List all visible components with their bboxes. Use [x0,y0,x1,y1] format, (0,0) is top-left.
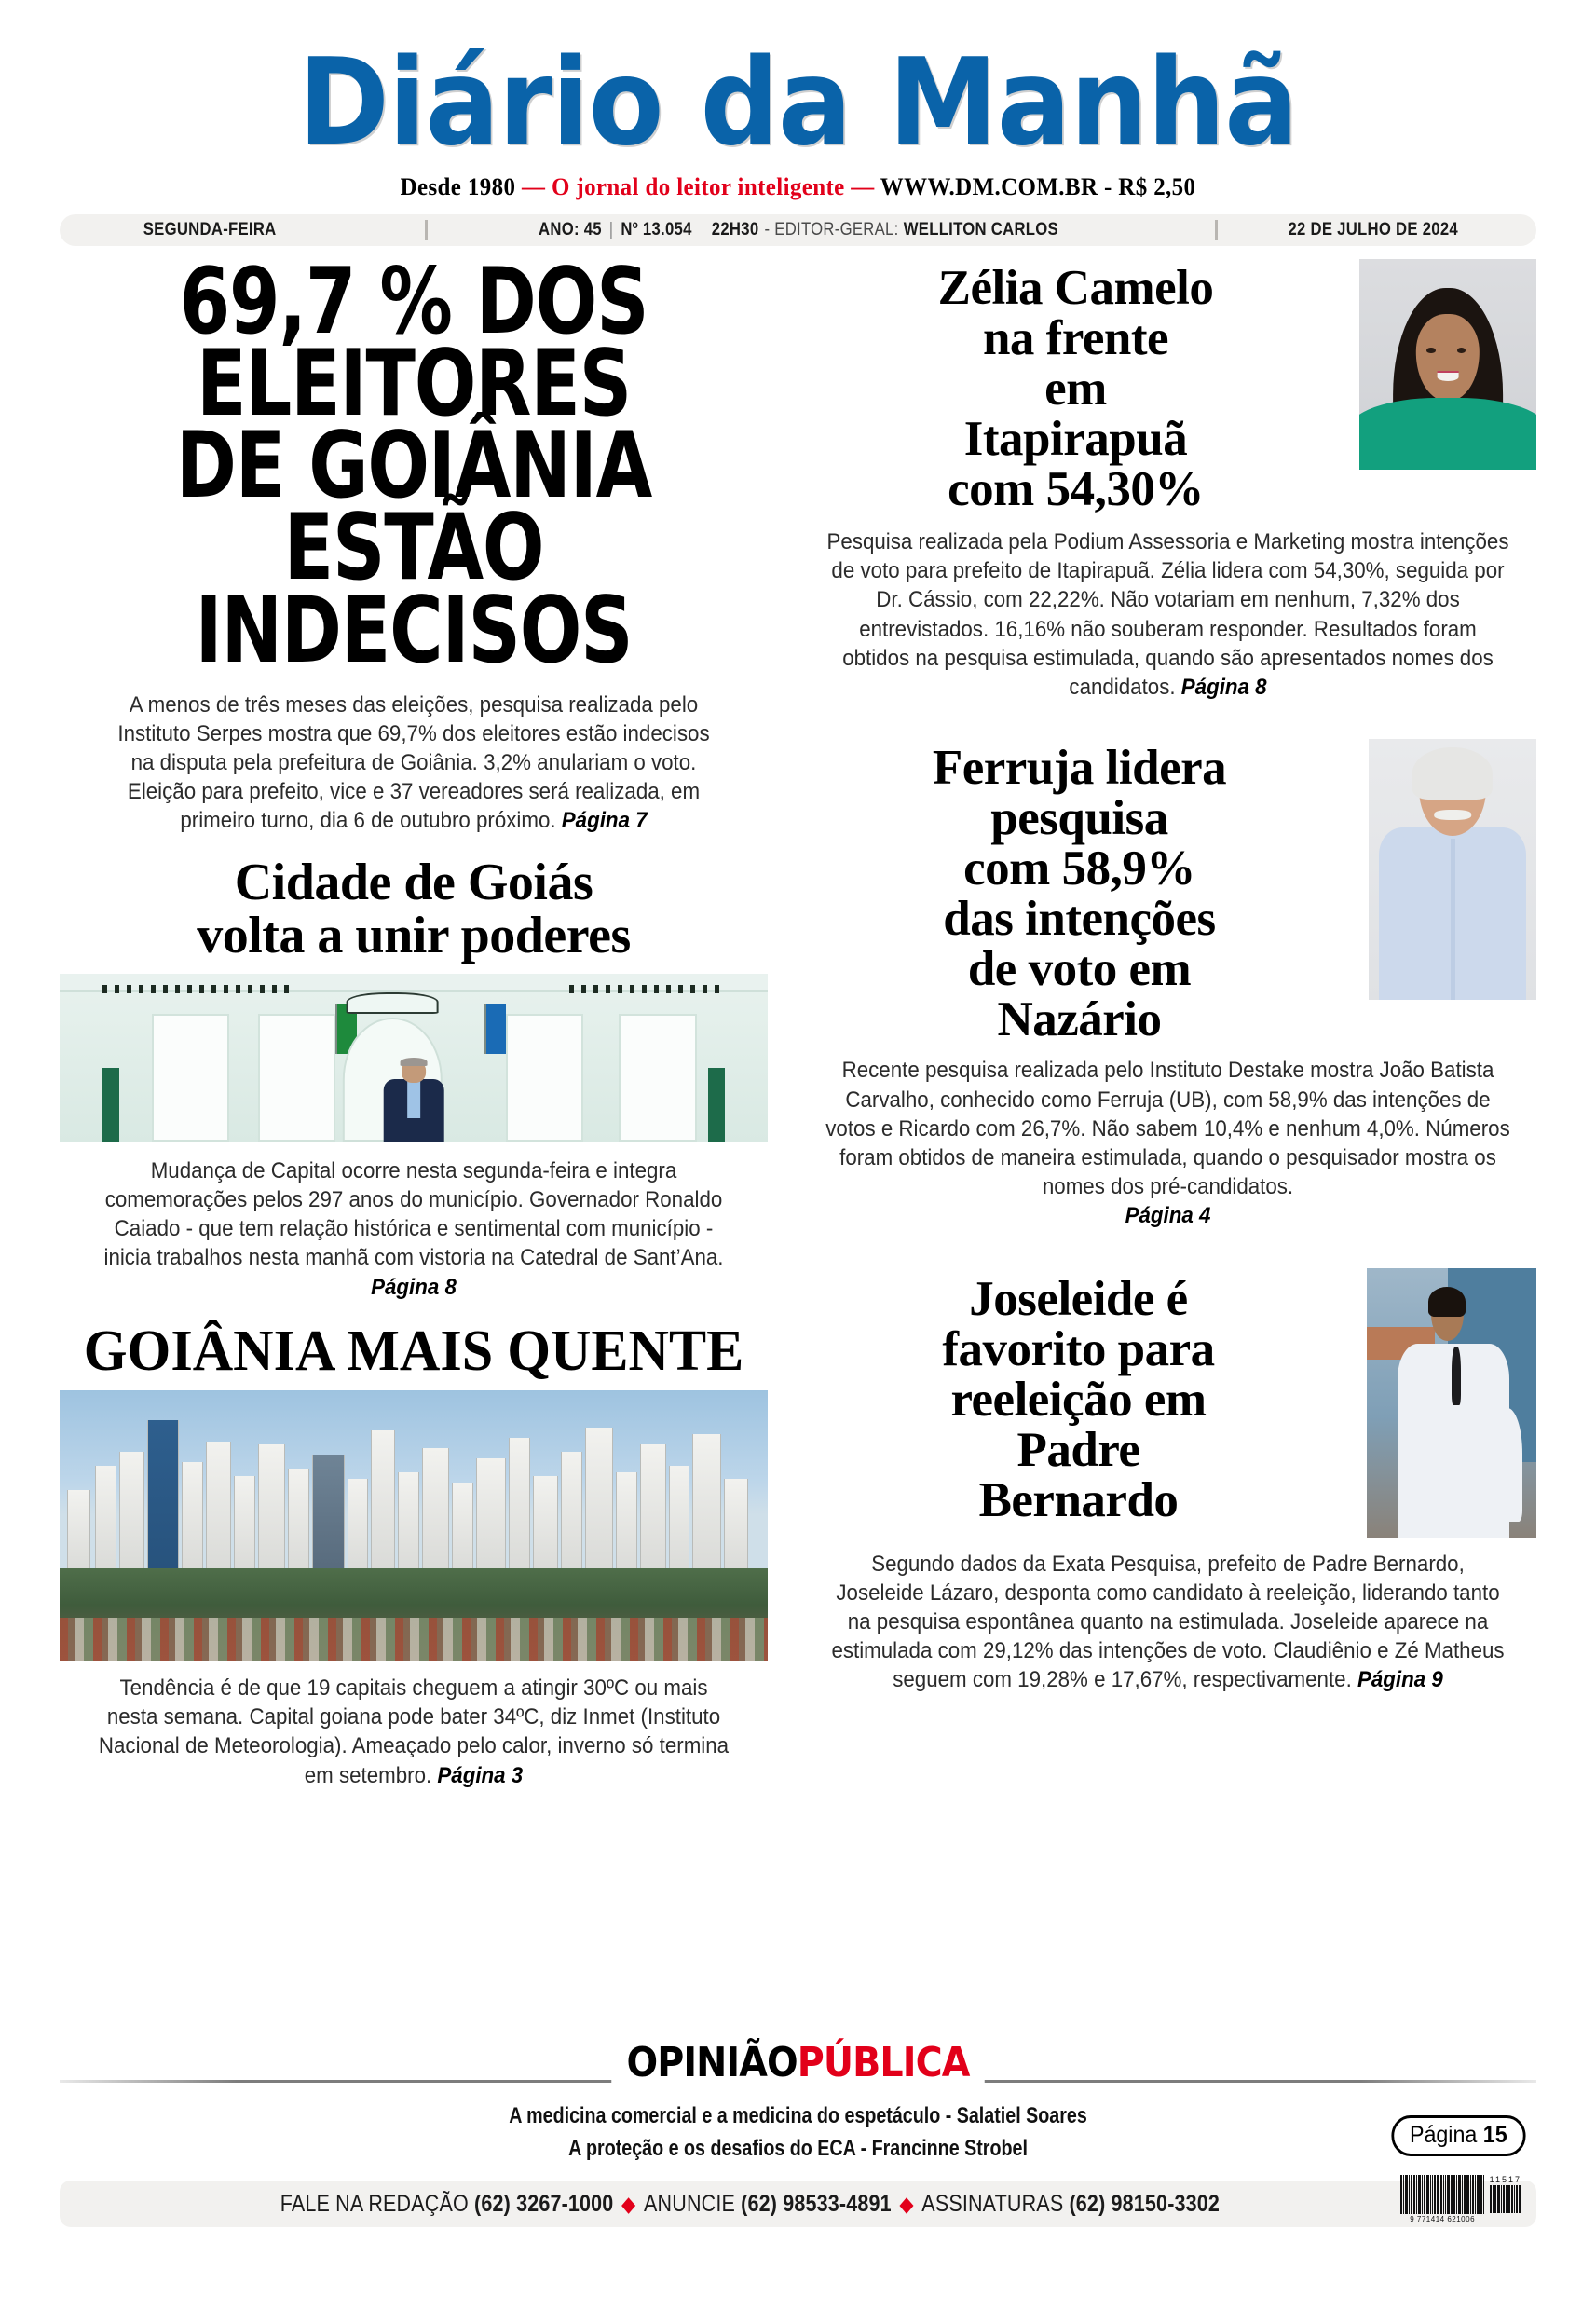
ferruja-deck-text: Recente pesquisa realizada pelo Instituto Destake mostra João Batista Carvalho, conhecido como Ferruja (UB), com 58,9% das intenções de votos e Ricardo com 26,7%. Não sabem 10,4% e nenhum 4,0%. Números foram obtidos de maneira estimulada, quando o pesquisador mostra os nomes dos pré-candidatos. [825,1058,1510,1200]
cidade-headline [60,853,768,964]
quente-page-ref[interactable]: Página 3 [437,1762,524,1788]
spacer-ferruja-joseleide [799,1231,1536,1265]
tagline-since: Desde 1980 [400,172,522,200]
opiniao-item-2[interactable]: A proteção e os desafios do ECA - Francinne Strobel [568,2135,1028,2161]
barcode-area [1400,2175,1521,2223]
footer-anuncie-phone[interactable]: (62) 98533-4891 [741,2190,892,2217]
left-column [60,248,768,1790]
infobar-time: 22H30 [711,219,758,239]
quente-photo [60,1390,768,1661]
zelia-headline-line-4: Itapirapuã [963,411,1188,466]
content-grid [60,248,1536,1790]
footer-anuncie-label: ANUNCIE [644,2190,742,2217]
quente-headline: GOIÂNIA MAIS QUENTE [83,1319,744,1383]
infobar-editor-label: - EDITOR-GERAL: [764,219,898,239]
opiniao-page-badge[interactable] [1392,2115,1526,2156]
story-ferruja-nazario[interactable] [799,735,1536,1230]
ferruja-headline-line-3: com 58,9% [963,841,1195,896]
zelia-deck [825,527,1511,702]
joseleide-headline-line-5: Bernardo [978,1472,1179,1527]
quente-deck [85,1674,743,1790]
ferruja-headline-line-6: Nazário [997,992,1162,1047]
right-column [799,255,1536,1790]
joseleide-page-ref[interactable]: Página 9 [1357,1667,1443,1693]
cidade-deck-text: Mudança de Capital ocorre nesta segunda-feira e integra comemorações pelos 297 anos do município. Governador Ronaldo Caiado - que tem relação histórica e sentimental com município - inicia trabalhos nesta manhã com vistoria na Catedral de Sant’Ana. [103,1157,724,1271]
opiniao-body [60,2100,1536,2166]
quente-deck-text: Tendência é de que 19 capitais cheguem a atingir 30ºC ou mais nesta semana. Capital goiana pode bater 34ºC, diz Inmet (Instituto Nacional de Meteorologia). Ameaçado pelo calor, inverno só termina em setembro. [98,1675,730,1788]
infobar-date: 22 DE JULHO DE 2024 [1288,219,1458,239]
opiniao-title [611,2039,984,2086]
edition-info-bar [60,214,1536,246]
barcode-bars [1400,2175,1485,2214]
joseleide-photo [1367,1268,1536,1538]
masthead-tagline [32,173,1563,201]
diamond-icon: ◆ [621,2191,636,2216]
zelia-headline-line-3: em [1044,361,1107,416]
lead-headline-line-2: ELEITORES [197,330,631,437]
cidade-headline-line-2: volta a unir poderes [197,906,631,964]
joseleide-headline-line-3: reeleição em [950,1372,1207,1427]
masthead-title: Diário da Manhã [298,34,1298,172]
story-goiania-mais-quente[interactable] [60,1319,768,1790]
story-zelia-camelo[interactable] [799,255,1536,702]
diamond-icon-2: ◆ [899,2191,914,2216]
tagline-slogan: — O jornal do leitor inteligente — [521,172,875,200]
infobar-center-group [539,220,1058,240]
footer-contact-text [163,2191,1433,2218]
lead-headline-line-3: DE GOIÂNIA [175,413,652,520]
footer-redacao-label: FALE NA REDAÇÃO [280,2190,475,2217]
ferruja-photo [1369,739,1536,1000]
lead-page-ref[interactable]: Página 7 [561,808,648,834]
story-cidade-de-goias[interactable] [60,853,768,1302]
opiniao-title-red: PÚBLICA [797,2039,970,2086]
joseleide-deck-text: Segundo dados da Exata Pesquisa, prefeito de Padre Bernardo, Joseleide Lázaro, desponta como candidato à reeleição, liderando tanto na pesquisa espontânea quanto na estimulada. Joseleide aparece na estimulada com 29,12% das intenções de voto. Claudiênio e Zé Matheus seguem com 19,28% e 17,67%, respectivamente. [831,1551,1505,1693]
barcode-digits: 9 771414 621006 [1410,2215,1476,2223]
joseleide-headline [799,1265,1357,1525]
story-joseleide-padre-bernardo[interactable] [799,1265,1536,1695]
opiniao-badge-label: Página [1410,2122,1484,2148]
joseleide-deck [825,1550,1511,1695]
ferruja-headline-line-5: de voto em [967,942,1192,997]
infobar-divider-right [1215,220,1218,240]
cidade-headline-line-1: Cidade de Goiás [234,853,593,911]
barcode-addon-number: 11517 [1489,2175,1521,2184]
opiniao-badge-number: 15 [1483,2122,1508,2148]
footer-assinaturas-label: ASSINATURAS [921,2190,1070,2217]
lead-headline-line-1: 69,7 % DOS [179,248,648,355]
contact-footer-bar [60,2175,1536,2227]
cidade-photo [60,974,768,1142]
ferruja-headline-line-4: das intenções [943,892,1216,947]
zelia-deck-text: Pesquisa realizada pela Podium Assessoria e Marketing mostra intenções de voto para prefeito de Itapirapuã. Zélia lidera com 54,30%, seguida por Dr. Cássio, com 22,22%. Não votariam em nenhum, 7,32% dos entrevistados. 16,16% não souberam responder. Resultados foram obtidos na pesquisa estimulada, quando são apresentados nomes dos candidatos. [826,528,1509,700]
joseleide-headline-line-4: Padre [1016,1422,1140,1477]
ferruja-headline [799,735,1359,1045]
opiniao-title-row [60,2039,1536,2087]
opiniao-item-1[interactable]: A medicina comercial e a medicina do espetáculo - Salatiel Soares [509,2103,1087,2128]
tagline-site-price: WWW.DM.COM.BR - R$ 2,50 [874,172,1196,200]
cidade-page-ref[interactable]: Página 8 [371,1274,457,1300]
goias-flag-icon [484,1004,506,1054]
opiniao-publica-section [60,2039,1536,2166]
barcode-main [1400,2175,1485,2223]
infobar-issue-number: Nº 13.054 [620,219,692,239]
joseleide-headline-line-1: Joseleide é [969,1271,1188,1326]
infobar-year: ANO: 45 [538,219,602,239]
zelia-headline-line-5: com 54,30% [948,461,1204,516]
zelia-photo [1359,259,1536,470]
ferruja-headline-line-2: pesquisa [990,791,1168,846]
footer-redacao-phone[interactable]: (62) 3267-1000 [474,2190,614,2217]
footer-assinaturas-phone[interactable]: (62) 98150-3302 [1069,2190,1221,2217]
microphone-icon [1452,1347,1461,1406]
infobar-editor-name: WELLITON CARLOS [903,219,1058,239]
spacer-zelia-ferruja [799,702,1536,735]
zelia-page-ref[interactable]: Página 8 [1180,674,1267,700]
zelia-headline [799,255,1352,514]
joseleide-headline-line-2: favorito para [942,1321,1215,1376]
lead-headline-line-4: ESTÃO [283,495,544,602]
infobar-pipe: | [608,219,613,239]
zelia-headline-line-1: Zélia Camelo [937,260,1214,315]
infobar-divider-left [425,220,428,240]
lead-headline [130,248,697,684]
ferruja-headline-line-1: Ferruja lidera [932,741,1227,796]
zelia-headline-line-2: na frente [982,310,1169,365]
ferruja-deck [825,1056,1511,1230]
barcode-addon-bars [1490,2185,1521,2213]
infobar-weekday: SEGUNDA-FEIRA [143,219,277,239]
cidade-deck [85,1156,743,1302]
opiniao-title-black: OPINIÃO [626,2039,798,2086]
lead-headline-line-5: INDECISOS [195,577,633,684]
barcode-addon [1490,2175,1521,2213]
lead-deck [85,691,743,836]
ferruja-page-ref[interactable]: Página 4 [1125,1203,1211,1229]
lead-deck-text: A menos de três meses das eleições, pesquisa realizada pelo Instituto Serpes mostra que 69,7% dos eleitores estão indecisos na disputa pela prefeitura de Goiânia. 3,2% anulariam o voto. Eleição para prefeito, vice e 37 vereadores será realizada, em primeiro turno, dia 6 de outubro próximo. [117,691,710,834]
story-lead-indecisos[interactable] [60,248,768,836]
masthead [0,0,1596,201]
